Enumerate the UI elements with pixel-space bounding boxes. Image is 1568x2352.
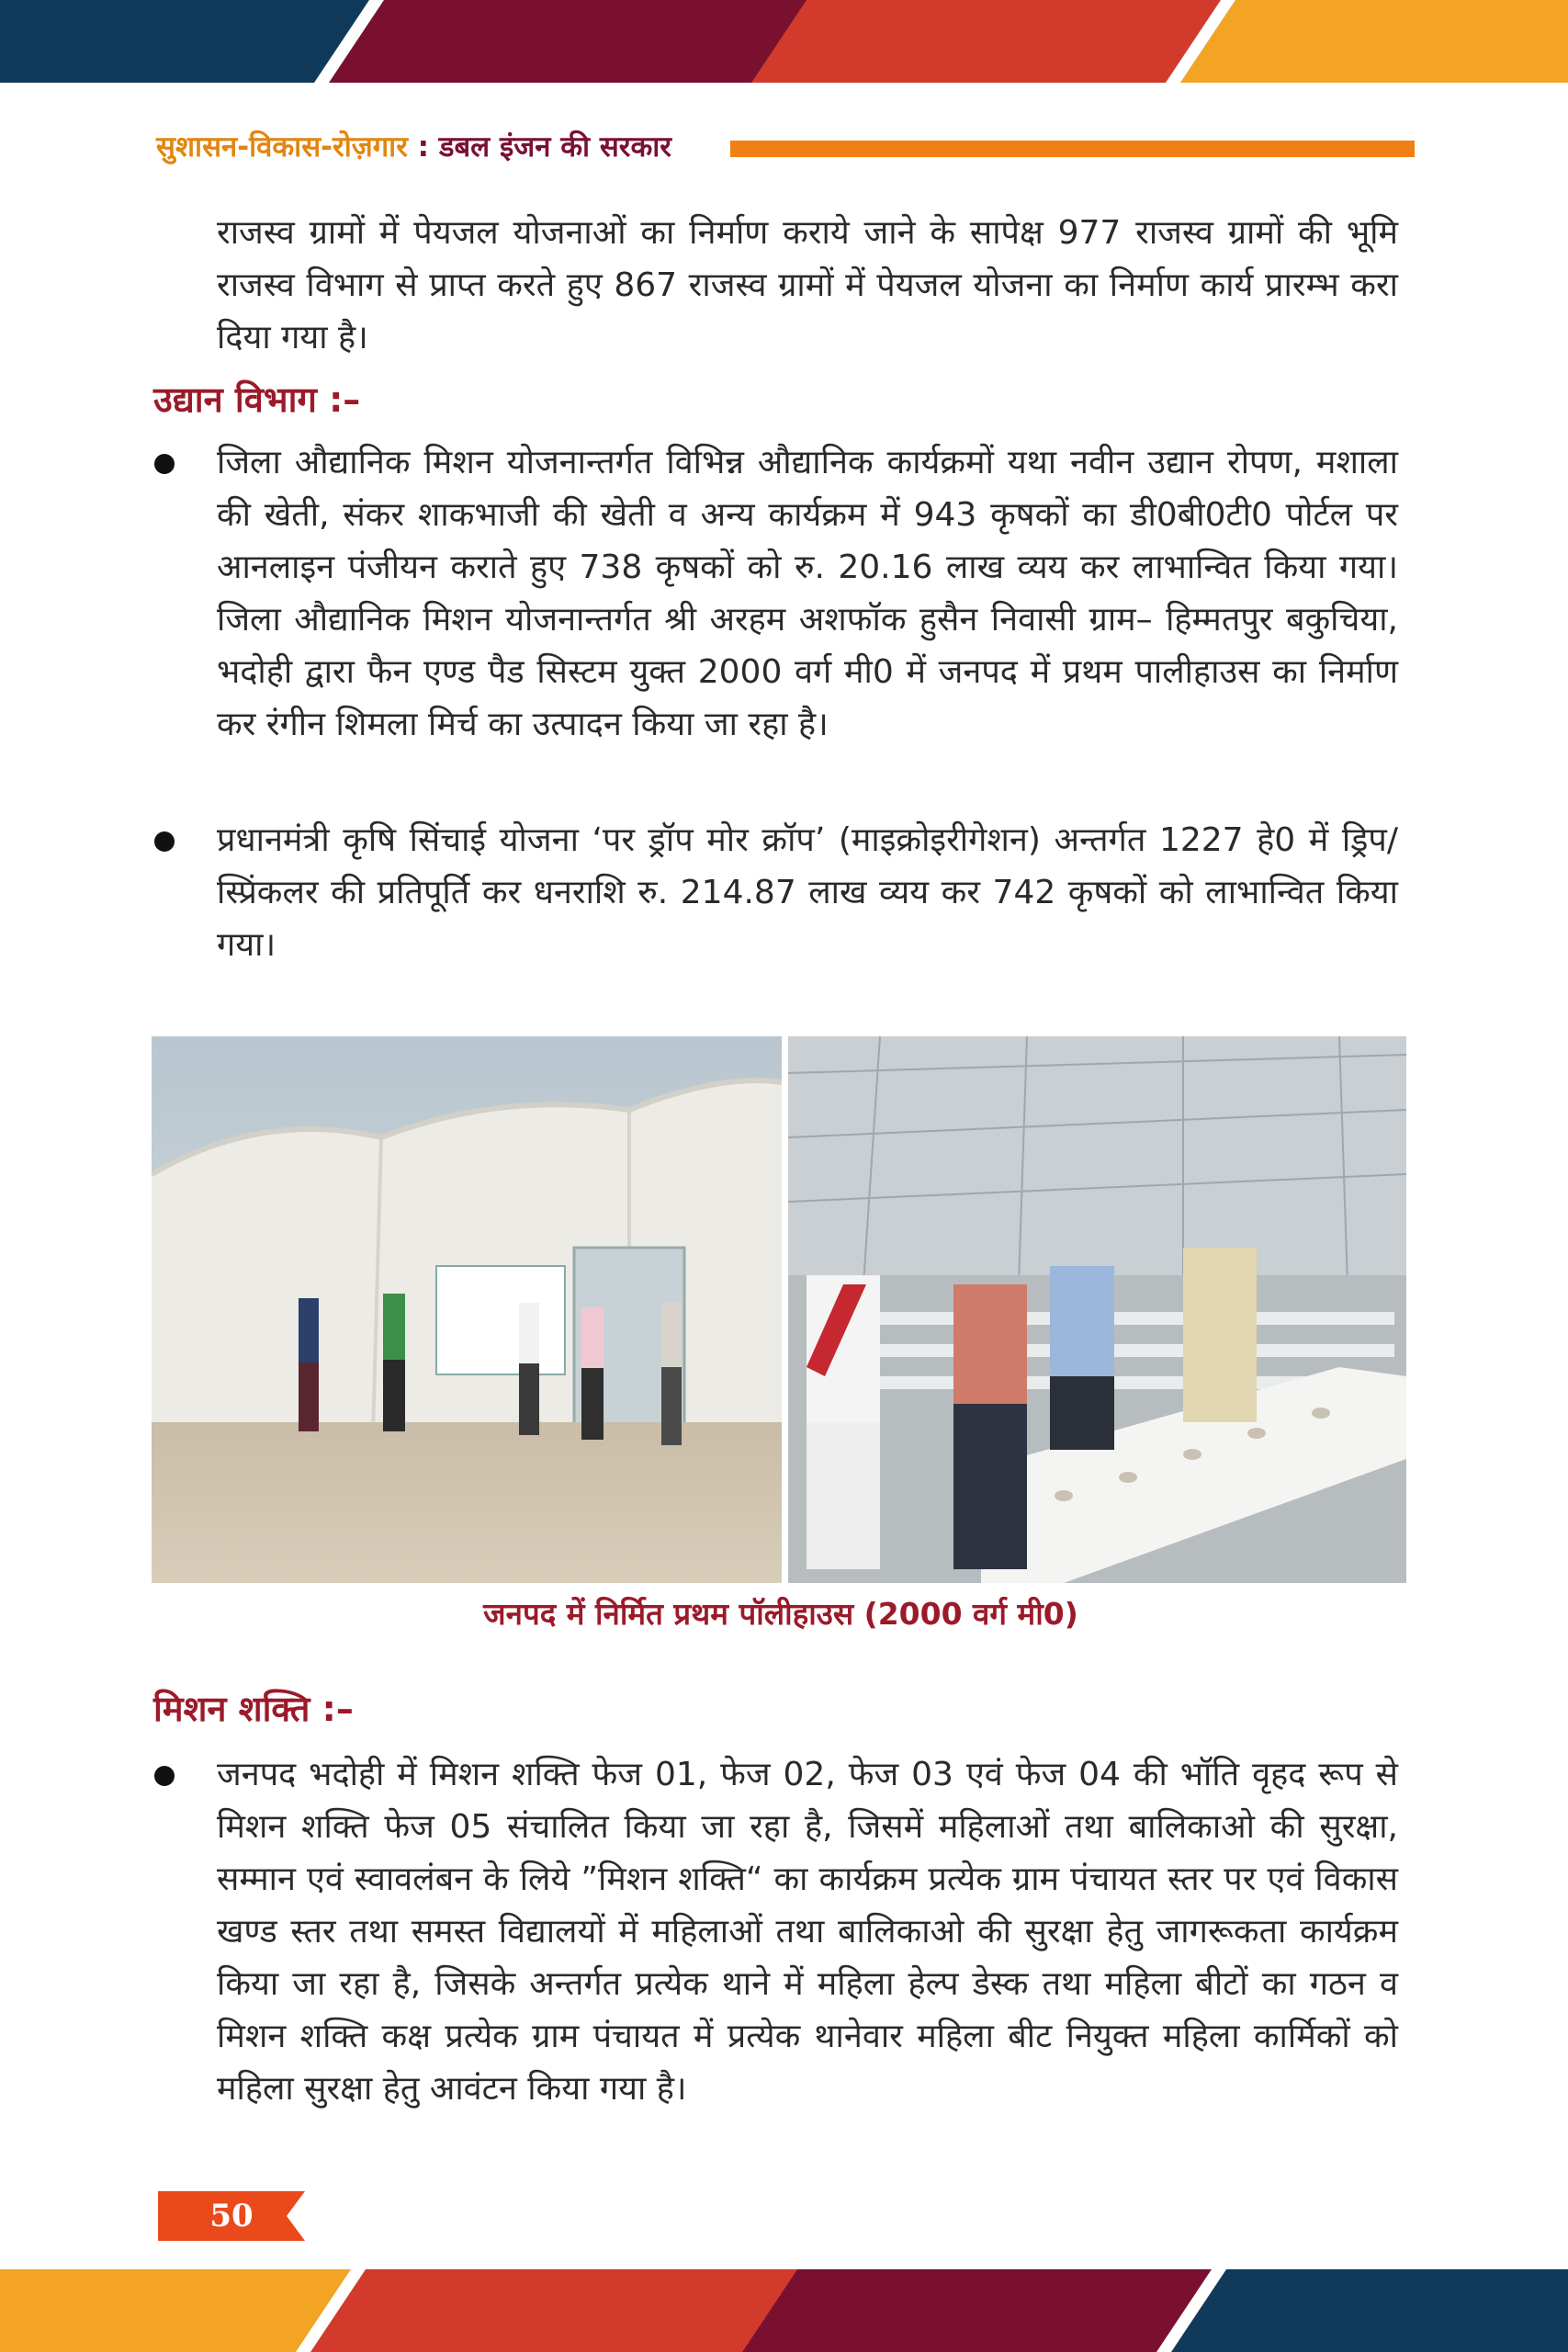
header-title-part2: : डबल इंजन की सरकार	[407, 130, 671, 164]
bullet-dot	[154, 831, 175, 852]
bullet-dot	[154, 1766, 175, 1786]
udyan-bullet-2: प्रधानमंत्री कृषि सिंचाई योजना ‘पर ड्रॉप मोर क्रॉप’ (माइक्रोइरीगेशन) अन्तर्गत 1227 हे0 में ड्रिप/स्प्रिंकलर की प्रतिपूर्ति कर धनराशि रु. 214.87 लाख व्यय कर 742 कृषकों को लाभान्वित किया गया।	[217, 821, 1398, 964]
intro-paragraph: राजस्व ग्रामों में पेयजल योजनाओं का निर्माण कराये जाने के सापेक्ष 977 राजस्व ग्रामों की भूमि राजस्व विभाग से प्राप्त करते हुए 867 राजस्व ग्रामों में पेयजल योजना का निर्माण कार्य प्रारम्भ करा दिया गया है।	[217, 214, 1398, 356]
page-header	[156, 129, 1415, 165]
udyan-bullet-1: जिला औद्यानिक मिशन योजनान्तर्गत विभिन्न औद्यानिक कार्यक्रमों यथा नवीन उद्यान रोपण, मशाला की खेती, संकर शाकभाजी की खेती व अन्य कार्यक्रम में 943 कृषकों का डी0बी0टी0 पोर्टल पर आनलाइन पंजीयन कराते हुए 738 कृषकों को रु. 20.16 लाख व्यय कर लाभान्वित किया गया। जिला औद्यानिक मिशन योजनान्तर्गत श्री अरहम अशफॉक हुसैन निवासी ग्राम– हिम्मतपुर बकुचिया, भदोही द्वारा फैन एण्ड पैड सिस्टम युक्त 2000 वर्ग मी0 में जनपद में प्रथम पालीहाउस का निर्माण कर रंगीन शिमला मिर्च का उत्पादन किया जा रहा है।	[217, 444, 1398, 743]
page-number-badge	[158, 2191, 287, 2241]
polyhouse-interior-photo	[788, 1036, 1406, 1583]
header-rule	[730, 141, 1415, 157]
bottom-decorative-band	[0, 2269, 1568, 2352]
bullet-dot	[154, 454, 175, 474]
polyhouse-exterior-photo	[152, 1036, 782, 1583]
mission-shakti-bullet-1: जनपद भदोही में मिशन शक्ति फेज 01, फेज 02, फेज 03 एवं फेज 04 की भॉति वृहद रूप से मिशन शक्ति फेज 05 संचालित किया जा रहा है, जिसमें महिलाओं तथा बालिकाओ की सुरक्षा, सम्मान एवं स्वावलंबन के लिये ”मिशन शक्ति“ का कार्यक्रम प्रत्येक ग्राम पंचायत स्तर पर एवं विकास खण्ड स्तर तथा समस्त विद्यालयों में महिलाओं तथा बालिकाओ की सुरक्षा हेतु जागरूकता कार्यक्रम किया जा रहा है, जिसके अन्तर्गत प्रत्येक थाने में महिला हेल्प डेस्क तथा महिला बीटों का गठन व मिशन शक्ति कक्ष प्रत्येक ग्राम पंचायत में प्रत्येक थानेवार महिला बीट नियुक्त महिला कार्मिकों को महिला सुरक्षा हेतु आवंटन किया गया है।	[217, 1756, 1398, 2108]
header-title	[156, 129, 671, 165]
section-heading-udyan: उद्यान विभाग :–	[153, 379, 361, 420]
page-number: 50	[209, 2198, 254, 2234]
photo-caption: जनपद में निर्मित प्रथम पॉलीहाउस (2000 वर्ग मी0)	[483, 1596, 1078, 1632]
top-decorative-band	[0, 0, 1568, 83]
section-heading-mission-shakti: मिशन शक्ति :–	[153, 1689, 354, 1729]
header-title-part1: सुशासन-विकास-रोज़गार	[156, 130, 408, 164]
